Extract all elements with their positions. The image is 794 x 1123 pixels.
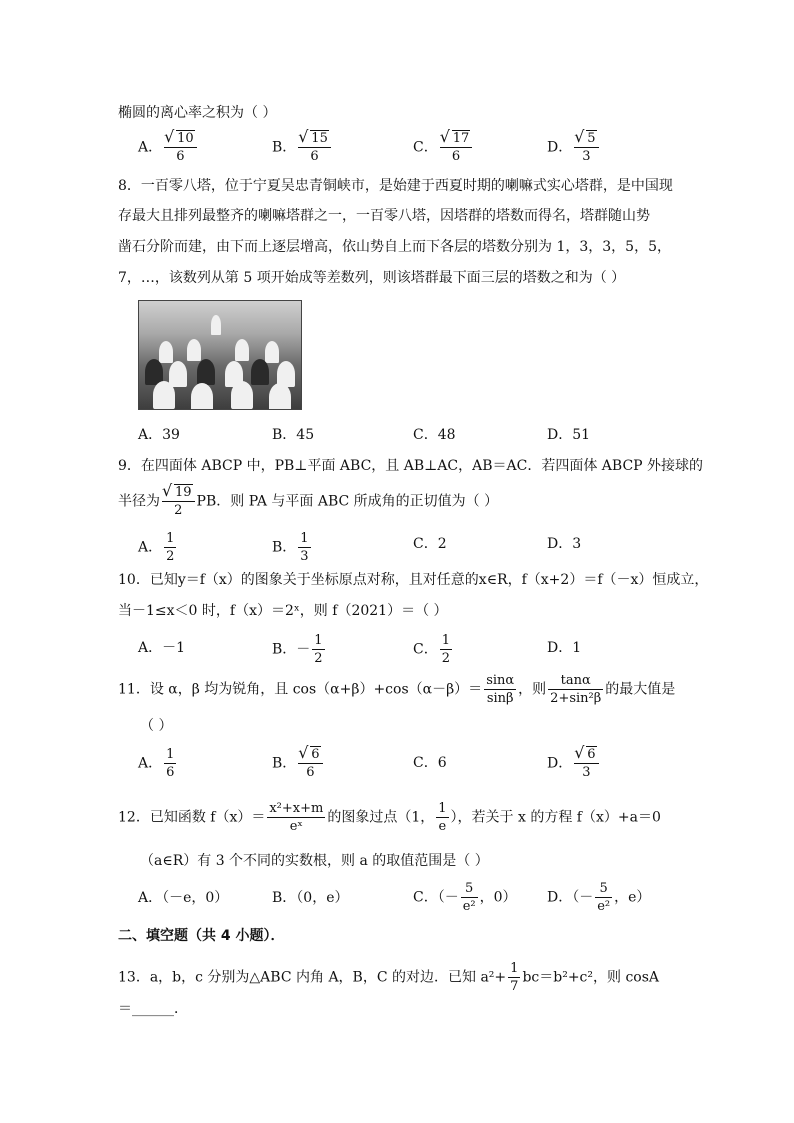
q8-line-4: 7，…，该数列从第 5 项开始成等差数列，则该塔群最下面三层的塔数之和为（ ） [118, 270, 626, 286]
q10-line-2: 当－1≤x＜0 时，f（x）＝2ˣ，则 f（2021）＝（ ） [118, 603, 448, 619]
q12-option-b: B．（0，e） [272, 890, 349, 906]
q8-option-a: A．39 [138, 427, 180, 443]
q11-line-1: 11．设 α，β 均为锐角，且 cos（α+β）+cos（α－β）＝ $\frac{\sin\alpha}{\sin\beta}$ ，则 $\frac{\tan\alpha}{\text{2+sin²β}}$ 的最大值是 [118, 673, 676, 706]
q11-option-c: C．6 [413, 755, 447, 771]
q12-line-1: 12．已知函数 f（x）＝ $\frac{\text{x²+x+m}}{\text{eˣ}}$ 的图象过点（1， $\frac{1}{e}$ ），若关于 x 的方程 f（x）+a＝0 [118, 801, 661, 834]
q8-option-b: B．45 [272, 427, 315, 443]
q12-option-c: C．（－ $\frac{5}{\text{e²}}$ ，0） [413, 881, 517, 914]
q7-option-b: B． √ $\frac{15}{6}$ [272, 130, 333, 165]
q8-option-d: D．51 [547, 427, 591, 443]
q9-line-1: 9．在四面体 ABCP 中，PB⊥平面 ABC，且 AB⊥AC，AB＝AC．若四面体 ABCP 外接球的 [118, 458, 704, 474]
q12-line-2: （a∈R）有 3 个不同的实数根，则 a 的取值范围是（ ） [140, 853, 489, 869]
q11-option-a: A． $\frac{1}{6}$ [138, 747, 175, 780]
q10-option-b: B．－ $\frac{1}{2}$ [272, 633, 323, 666]
q13-line-1: 13．a，b，c 分别为△ABC 内角 A，B，C 的对边．已知 a²+ $\frac{1}{7}$ bc＝b²+c²，则 cosA [118, 961, 660, 994]
q12-option-d: D．（－ $\frac{5}{\text{e²}}$ ，e） [547, 881, 651, 914]
q7-tail: 椭圆的离心率之积为（ ） [118, 105, 277, 121]
q9-option-b: B． $\frac{1}{3}$ [272, 531, 309, 564]
q8-line-3: 凿石分阶而建，由下而上逐层增高，依山势自上而下各层的塔数分别为 1，3，3，5，5， [118, 239, 671, 255]
q10-option-d: D．1 [547, 640, 582, 656]
q7-option-c: C． √ $\frac{17}{6}$ [413, 130, 474, 165]
q7-option-d: D． √ $\frac{5}{3}$ [547, 130, 601, 165]
q13-line-2: ＝______． [118, 1001, 188, 1017]
q8-option-c: C．48 [413, 427, 456, 443]
q9-option-d: D．3 [547, 536, 582, 552]
q9-option-a: A． $\frac{1}{2}$ [138, 531, 175, 564]
q12-option-a: A．（－e，0） [138, 890, 229, 906]
q10-line-1: 10．已知y＝f（x）的图象关于坐标原点对称，且对任意的x∈R，f（x+2）＝f（－x）恒成立， [118, 572, 709, 588]
q11-option-d: D． √ $\frac{6}{3}$ [547, 746, 601, 781]
section-heading: 二、填空题（共 4 小题）． [118, 928, 285, 944]
q11-option-b: B． √ $\frac{6}{6}$ [272, 746, 325, 781]
q11-line-2: （ ） [140, 718, 173, 734]
q10-option-a: A．－1 [138, 640, 186, 656]
q9-line-2: 半径为 √ $\frac{19}{2}$ PB．则 PA 与平面 ABC 所成角的正切值为（ ） [118, 484, 498, 519]
pagoda-photo [138, 300, 302, 410]
q8-line-1: 8．一百零八塔，位于宁夏吴忠青铜峡市，是始建于西夏时期的喇嘛式实心塔群，是中国现 [118, 178, 673, 194]
q7-option-a: A． √ $\frac{10}{6}$ [138, 130, 199, 165]
q8-line-2: 存最大且排列最整齐的喇嘛塔群之一，一百零八塔，因塔群的塔数而得名，塔群随山势 [118, 208, 650, 224]
q10-option-c: C． $\frac{1}{2}$ [413, 633, 450, 666]
q9-option-c: C．2 [413, 536, 447, 552]
